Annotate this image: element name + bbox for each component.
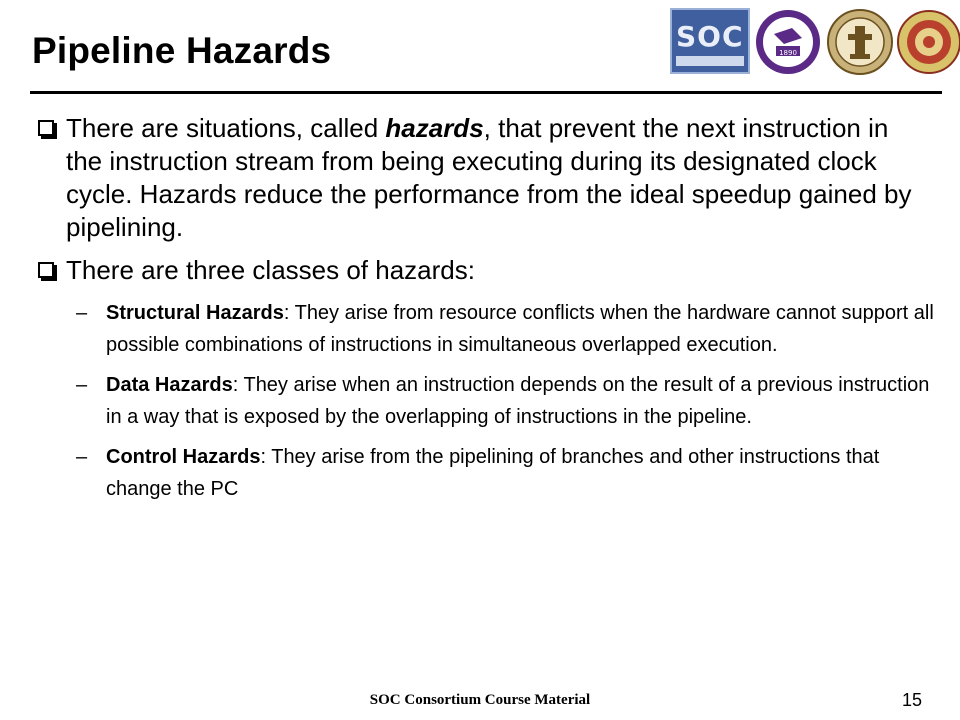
sub-item-desc: : They arise from the pipelining of branches and other instructions that change the PC — [106, 446, 880, 500]
square-bullet-icon — [38, 262, 54, 278]
dash-bullet: – — [76, 446, 88, 468]
footer-course-label: SOC Consortium Course Material — [369, 692, 591, 708]
bullet-emphasis: hazards — [385, 113, 484, 143]
sub-item-control — [76, 441, 936, 505]
sub-item-desc: : They arise from resource conflicts when the hardware cannot support all possible combinations of instructions in simultaneous overlapped execution. — [106, 302, 934, 356]
bullet-text: There are three classes of hazards: — [66, 255, 475, 285]
soc-logo-text: SOC — [676, 20, 744, 53]
sub-item-structural — [76, 297, 936, 361]
sub-item-desc: : They arise when an instruction depends on the result of a previous instruction in a way that is exposed by the overlapping of instructions in the pipeline. — [106, 374, 930, 428]
dash-bullet: – — [76, 302, 88, 324]
hazard-class-list — [76, 297, 934, 505]
slide-title: Pipeline Hazards — [32, 30, 332, 71]
seal-year-text: 1890 — [779, 49, 797, 57]
soc-logo-bar — [676, 56, 744, 66]
sub-item-term: Data Hazards — [106, 374, 233, 396]
bullet-item — [38, 112, 918, 244]
sub-item-data — [76, 369, 936, 433]
sub-item-term: Control Hazards — [106, 446, 261, 468]
dash-bullet: – — [76, 374, 88, 396]
bullet-text-pre: There are situations, called — [66, 113, 386, 143]
page-number: 15 — [901, 690, 922, 710]
bullet-item — [38, 254, 918, 287]
campus-seal-logo — [826, 8, 894, 76]
national-university-logo — [896, 8, 960, 76]
university-seal-logo — [754, 8, 822, 76]
soc-consortium-logo — [670, 8, 750, 74]
bullet-list — [38, 112, 934, 513]
sub-item-term: Structural Hazards — [106, 302, 284, 324]
bullet-text-post: , that prevent the next instruction in the instruction stream from being executing during its designated clock cycle. Hazards reduce the performance from the ideal speedup gained by pipelining. — [66, 113, 912, 242]
title-divider — [30, 91, 942, 94]
square-bullet-icon — [38, 120, 54, 136]
